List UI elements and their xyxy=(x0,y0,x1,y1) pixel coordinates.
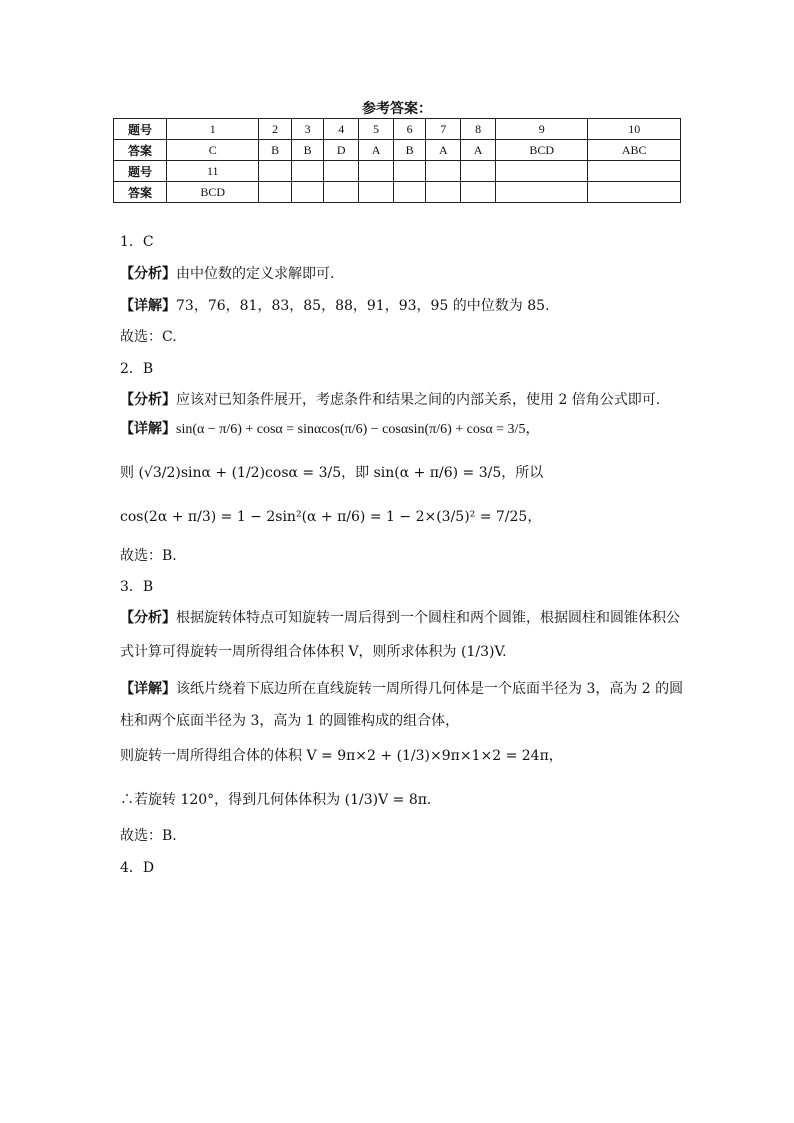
detail-tag: 【详解】 xyxy=(120,421,176,437)
table-cell xyxy=(496,161,588,182)
table-cell xyxy=(359,161,394,182)
q2-equation-3: cos(2α + π/3) = 1 − 2sin²(α + π/6) = 1 − 2×(3/5)² = 7/25， xyxy=(120,509,542,525)
table-header-cell: 答案 xyxy=(114,182,167,203)
q1-analysis xyxy=(120,263,334,283)
detail-tag: 【详解】 xyxy=(120,681,176,697)
q4-heading: 4．D xyxy=(120,860,155,876)
table-cell xyxy=(259,161,291,182)
q2-heading: 2．B xyxy=(120,361,154,377)
table-cell: BCD xyxy=(167,182,259,203)
q3-detail-2: 柱和两个底面半径为 3，高为 1 的圆锥构成的组合体， xyxy=(120,713,460,729)
table-cell xyxy=(461,161,496,182)
q1-analysis-text: 由中位数的定义求解即可. xyxy=(176,266,335,282)
table-cell xyxy=(324,161,359,182)
q3-heading: 3．B xyxy=(120,579,154,595)
table-cell: ABC xyxy=(588,140,681,161)
q2-equation-2: 则 (√3/2)sinα + (1/2)cosα = 3/5，即 sin(α + π/6) = 3/5，所以 xyxy=(120,465,544,481)
table-cell: 2 xyxy=(259,119,291,140)
answer-table xyxy=(113,118,681,203)
q2-analysis-text: 应该对已知条件展开，考虑条件和结果之间的内部关系，使用 2 倍角公式即可. xyxy=(176,392,661,408)
table-cell: A xyxy=(359,140,394,161)
table-cell xyxy=(359,182,394,203)
q3-choice: 故选：B. xyxy=(120,828,177,844)
analysis-tag: 【分析】 xyxy=(120,610,176,626)
table-cell: 4 xyxy=(324,119,359,140)
table-cell xyxy=(461,182,496,203)
table-row xyxy=(114,182,681,203)
table-cell xyxy=(426,161,461,182)
analysis-tag: 【分析】 xyxy=(120,392,176,408)
table-cell xyxy=(393,161,425,182)
q3-detail-3: 则旋转一周所得组合体的体积 V = 9π×2 + (1/3)×9π×1×2 = 24π， xyxy=(120,748,563,764)
q3-analysis-2: 式计算可得旋转一周所得组合体体积 V，则所求体积为 (1/3)V. xyxy=(120,644,507,660)
q2-analysis xyxy=(120,389,660,409)
q3-detail-4: ∴若旋转 120°，得到几何体体积为 (1/3)V = 8π. xyxy=(120,792,432,808)
q3-analysis-1 xyxy=(120,607,680,627)
analysis-tag: 【分析】 xyxy=(120,266,176,282)
table-header-cell: 题号 xyxy=(114,161,167,182)
table-cell: 11 xyxy=(167,161,259,182)
table-cell xyxy=(426,182,461,203)
q3-analysis-text-1: 根据旋转体特点可知旋转一周后得到一个圆柱和两个圆锥，根据圆柱和圆锥体积公 xyxy=(176,610,680,626)
table-row xyxy=(114,140,681,161)
table-cell: 10 xyxy=(588,119,681,140)
q3-detail-1 xyxy=(120,678,683,698)
table-cell xyxy=(393,182,425,203)
table-cell: BCD xyxy=(496,140,588,161)
table-cell xyxy=(291,182,323,203)
q2-choice: 故选：B. xyxy=(120,548,177,564)
table-cell: D xyxy=(324,140,359,161)
table-cell: 7 xyxy=(426,119,461,140)
table-cell xyxy=(259,182,291,203)
q1-detail-text: 73，76，81，83，85，88，91，93，95 的中位数为 85. xyxy=(176,298,550,314)
table-cell: 8 xyxy=(461,119,496,140)
table-cell: C xyxy=(167,140,259,161)
table-cell: A xyxy=(461,140,496,161)
table-cell: 1 xyxy=(167,119,259,140)
q1-heading: 1．C xyxy=(120,234,154,250)
table-cell: A xyxy=(426,140,461,161)
table-cell: 6 xyxy=(393,119,425,140)
table-row xyxy=(114,119,681,140)
table-cell xyxy=(588,161,681,182)
table-cell xyxy=(496,182,588,203)
detail-tag: 【详解】 xyxy=(120,298,176,314)
table-cell xyxy=(588,182,681,203)
table-cell: B xyxy=(393,140,425,161)
table-cell: 5 xyxy=(359,119,394,140)
q1-choice: 故选：C. xyxy=(120,329,177,345)
table-header-cell: 题号 xyxy=(114,119,167,140)
page-title: 参考答案： xyxy=(362,101,432,117)
q3-detail-text-1: 该纸片绕着下底边所在直线旋转一周所得几何体是一个底面半径为 3，高为 2 的圆 xyxy=(176,681,684,697)
table-cell: B xyxy=(259,140,291,161)
table-cell xyxy=(291,161,323,182)
table-header-cell: 答案 xyxy=(114,140,167,161)
q2-equation-1 xyxy=(120,418,539,438)
table-cell xyxy=(324,182,359,203)
q1-detail xyxy=(120,295,550,315)
table-cell: 9 xyxy=(496,119,588,140)
table-cell: 3 xyxy=(291,119,323,140)
q2-eq1-text: sin(α − π/6) + cosα = sinαcos(π/6) − cosαsin(π/6) + cosα = 3/5， xyxy=(176,422,540,437)
table-cell: B xyxy=(291,140,323,161)
table-row xyxy=(114,161,681,182)
